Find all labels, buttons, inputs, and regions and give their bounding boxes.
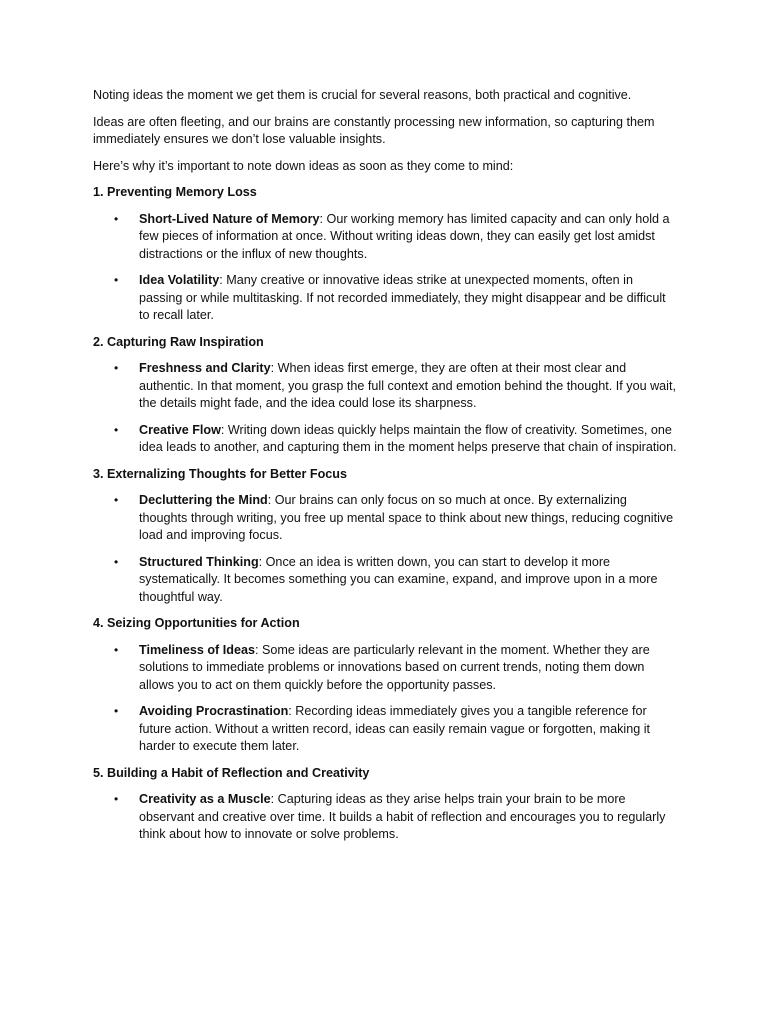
bullet-icon: •	[114, 422, 119, 437]
intro-paragraph: Ideas are often fleeting, and our brains are constantly processing new information, so capturing them immediately ensures we don’t lose valuable insights.	[93, 114, 655, 146]
section-externalizing-thoughts	[93, 466, 678, 607]
bullet-list	[93, 492, 678, 606]
intro-paragraph: Noting ideas the moment we get them is crucial for several reasons, both practical and cognitive.	[93, 88, 632, 102]
item-text: : When ideas first emerge, they are often at their most clear and authentic. In that moment, you grasp the full context and emotion behind the thought. If you wait, the details might fade, and the idea could lose its sharpness.	[139, 361, 676, 410]
list-item	[93, 554, 678, 607]
list-item	[93, 272, 678, 325]
item-text: : Our working memory has limited capacity and can only hold a few pieces of information at once. Without writing ideas down, they can easily get lost amidst distractions or the influx of new thoughts.	[139, 211, 670, 261]
section-building-habit	[93, 765, 678, 844]
bullet-icon: •	[114, 642, 119, 657]
item-text: : Recording ideas immediately gives you a tangible reference for future action. Without a written record, ideas can easily remain vague or forgotten, making it harder to execute them later.	[139, 704, 650, 753]
bullet-list	[93, 211, 678, 325]
section-seizing-opportunities	[93, 615, 678, 756]
bullet-icon: •	[114, 704, 119, 718]
bullet-list	[93, 360, 678, 457]
intro-paragraph: Here’s why it’s important to note down ideas as soon as they come to mind:	[93, 158, 514, 173]
section-heading: 2. Capturing Raw Inspiration	[93, 334, 264, 349]
section-capturing-raw-inspiration	[93, 334, 678, 457]
section-heading: 1. Preventing Memory Loss	[93, 185, 257, 199]
item-term: Idea Volatility	[139, 273, 220, 287]
item-text: : Writing down ideas quickly helps maintain the flow of creativity. Sometimes, one idea leads to another, and capturing them in the moment helps preserve that chain of inspiration.	[139, 422, 677, 454]
item-term: Decluttering the Mind	[139, 493, 268, 507]
list-item	[93, 422, 678, 457]
item-term: Avoiding Procrastination	[139, 704, 289, 718]
section-heading: 5. Building a Habit of Reflection and Creativity	[93, 765, 370, 780]
item-term: Freshness and Clarity	[139, 361, 271, 375]
document-page	[93, 87, 678, 853]
item-term: Timeliness of Ideas	[139, 642, 255, 657]
item-term: Short-Lived Nature of Memory	[139, 211, 320, 226]
bullet-list	[93, 642, 678, 756]
item-text: : Some ideas are particularly relevant in the moment. Whether they are solutions to immediate problems or innovations based on current trends, noting them down allows you to act on them quickly before the opportunity passes.	[139, 642, 650, 692]
section-heading: 4. Seizing Opportunities for Action	[93, 616, 300, 630]
section-preventing-memory-loss	[93, 184, 678, 325]
item-text: : Our brains can only focus on so much at once. By externalizing thoughts through writing, you free up mental space to think about new things, reducing cognitive load and improving focus.	[139, 493, 674, 542]
list-item	[93, 703, 678, 756]
bullet-icon: •	[114, 273, 119, 287]
list-item	[93, 791, 678, 844]
bullet-icon: •	[114, 554, 119, 569]
item-text: : Many creative or innovative ideas strike at unexpected moments, often in passing or while multitasking. If not recorded immediately, they might disappear and be difficult to recall later.	[139, 273, 666, 322]
item-term: Creativity as a Muscle	[139, 792, 271, 806]
bullet-icon: •	[114, 792, 119, 806]
bullet-icon: •	[114, 493, 119, 507]
item-term: Structured Thinking	[139, 554, 259, 569]
item-text: : Capturing ideas as they arise helps train your brain to be more observant and creative over time. It builds a habit of reflection and encourages you to regularly think about how to innovate or solve problems.	[139, 792, 666, 841]
list-item	[93, 642, 678, 695]
bullet-icon: •	[114, 211, 119, 226]
list-item	[93, 360, 678, 413]
item-text: : Once an idea is written down, you can start to develop it more systematically. It becomes something you can examine, expand, and improve upon in a more thoughtful way.	[139, 554, 658, 604]
item-term: Creative Flow	[139, 422, 221, 437]
section-heading: 3. Externalizing Thoughts for Better Focus	[93, 466, 347, 481]
list-item	[93, 492, 678, 545]
bullet-icon: •	[114, 361, 119, 375]
list-item	[93, 211, 678, 264]
bullet-list	[93, 791, 678, 844]
